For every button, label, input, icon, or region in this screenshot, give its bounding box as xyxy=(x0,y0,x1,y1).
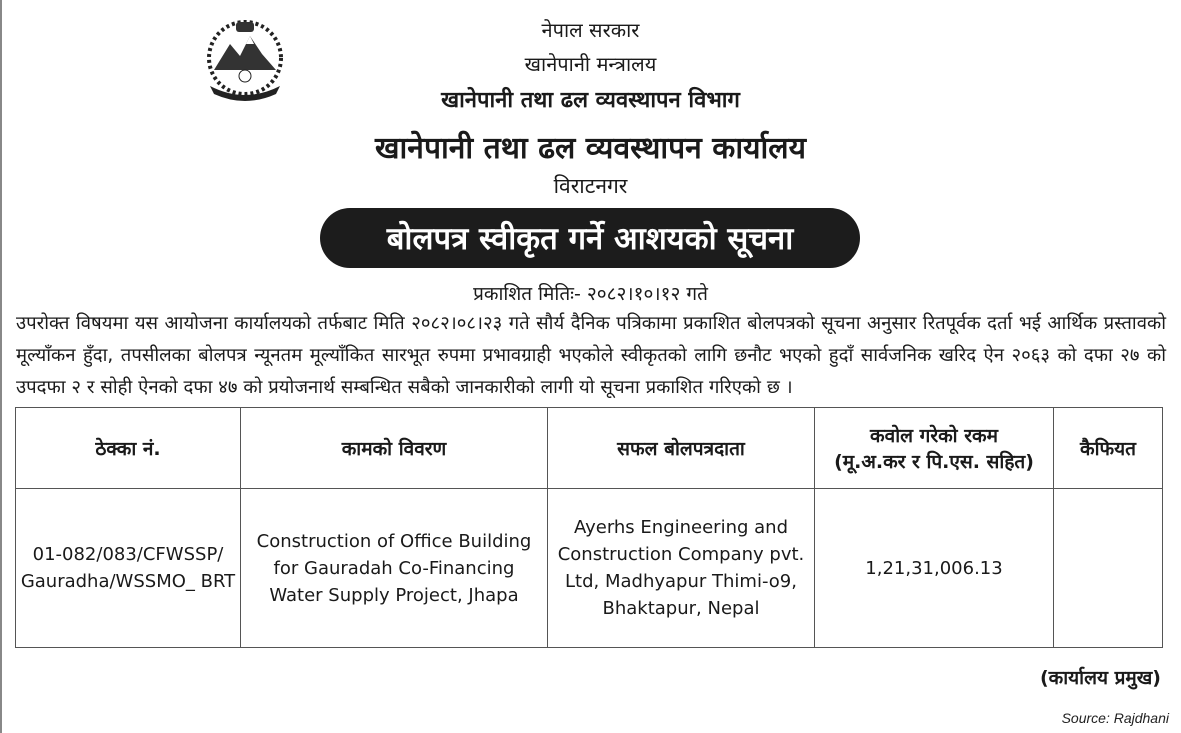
notice-title: बोलपत्र स्वीकृत गर्ने आशयको सूचना xyxy=(320,208,860,268)
header-line-office: खानेपानी तथा ढल व्यवस्थापन कार्यालय xyxy=(375,131,806,166)
header-line-government: नेपाल सरकार xyxy=(541,18,640,42)
header-bid-amount xyxy=(815,408,1054,489)
header-bid-amount-label: कवोल गरेको रकम xyxy=(870,425,998,447)
cell-bid-amount: 1,21,31,006.13 xyxy=(815,489,1054,648)
office-chief-signature: (कार्यालय प्रमुख) xyxy=(1039,667,1161,689)
notice-body: उपरोक्त विषयमा यस आयोजना कार्यालयको तर्फबाट मिति २०८२।०८।२३ गते सौर्य दैनिक पत्रिकामा प्रकाशित बोलपत्रको सूचना अनुसार रितपूर्वक दर्ता भई आर्थिक प्रस्तावको मूल्याँकन हुँदा, तपसीलका बोलपत्र न्यूनतम मूल्याँकित सारभूत रुपमा प्रभावग्राही भएकोले स्वीकृतको लागि छनौट भएको हुदाँ सार्वजनिक खरिद ऐन २०६३ को दफा २७ को उपदफा २ र सोही ऐनको दफा ४७ को प्रयोजनार्थ सम्बन्धित सबैको जानकारीको लागी यो सूचना प्रकाशित गरिएको छ । xyxy=(16,313,1166,398)
header-bid-amount-note: (मू.अ.कर र पि.एस. सहित) xyxy=(834,451,1034,473)
published-date: प्रकाशित मितिः- २०८२।१०।१२ गते xyxy=(473,283,708,305)
header-remarks: कैफियत xyxy=(1054,408,1163,489)
table-row xyxy=(16,489,1163,648)
header-work-description: कामको विवरण xyxy=(241,408,548,489)
award-table xyxy=(15,407,1163,648)
cell-successful-bidder: Ayerhs Engineering and Construction Company pvt. Ltd, Madhyapur Thimi-o9, Bhaktapur, Nepal xyxy=(548,489,815,648)
cell-contract-no: 01-082/083/CFWSSP/ Gauradha/WSSMO_ BRT xyxy=(16,489,241,648)
table-header-row xyxy=(16,408,1163,489)
header-contract-no: ठेक्का नं. xyxy=(16,408,241,489)
source-credit: Source: Rajdhani xyxy=(1061,710,1169,726)
cell-work-description: Construction of Office Building for Gauradah Co-Financing Water Supply Project, Jhapa xyxy=(241,489,548,648)
header-line-ministry: खानेपानी मन्त्रालय xyxy=(524,52,657,76)
header-line-department: खानेपानी तथा ढल व्यवस्थापन विभाग xyxy=(441,88,740,113)
header-successful-bidder: सफल बोलपत्रदाता xyxy=(548,408,815,489)
header-line-location: विराटनगर xyxy=(553,174,628,198)
cell-remarks xyxy=(1054,489,1163,648)
